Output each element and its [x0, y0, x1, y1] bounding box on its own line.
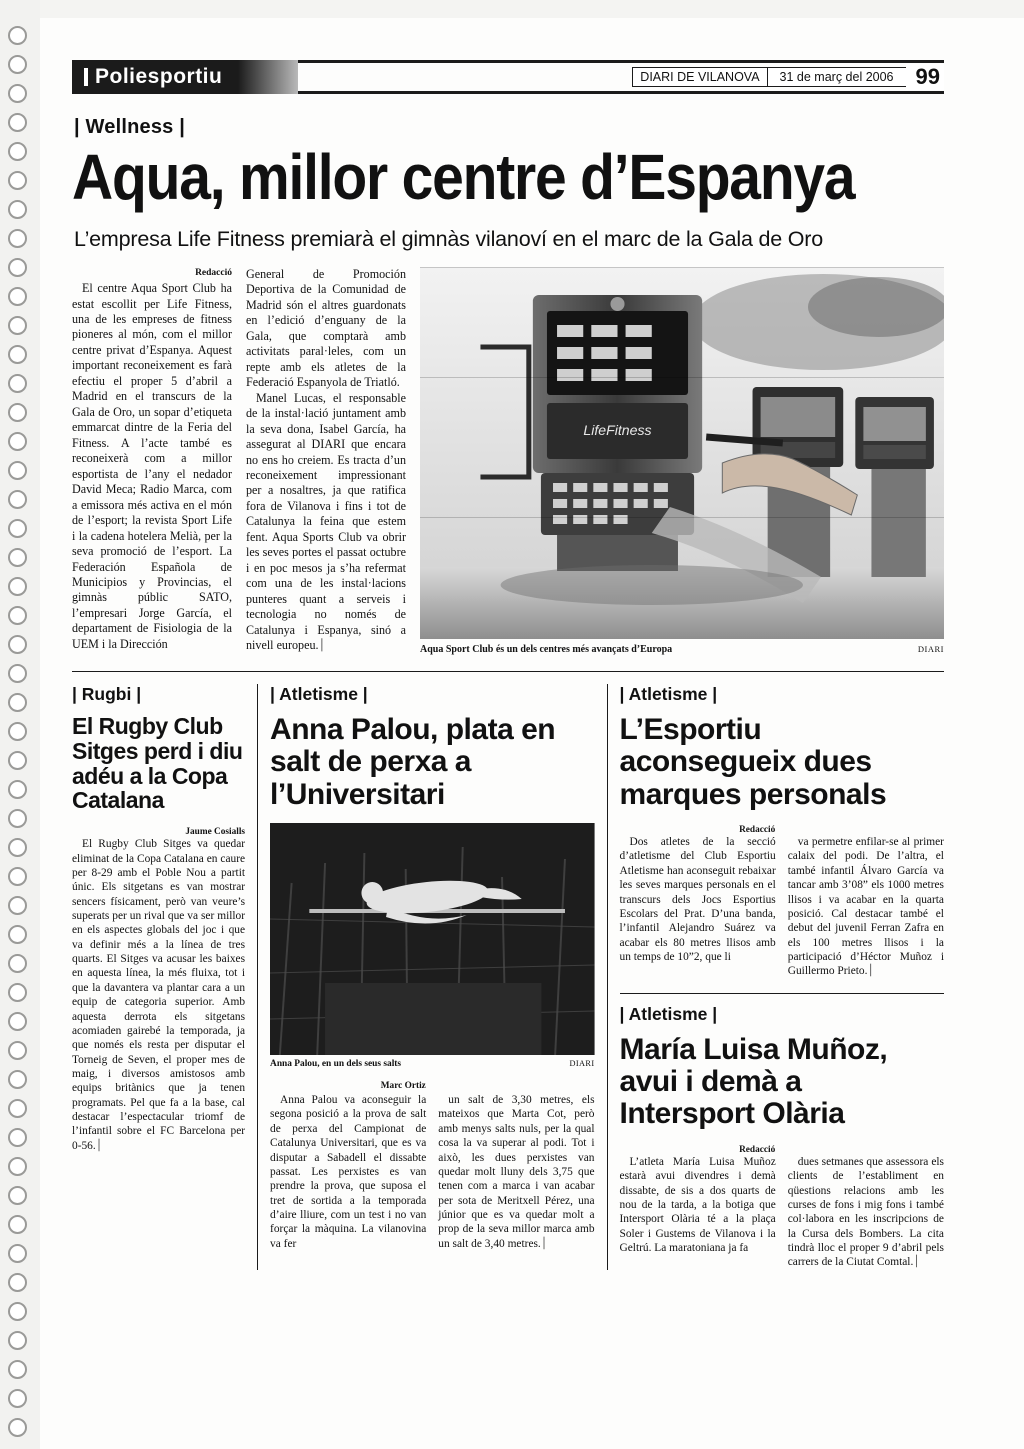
column-rule-2: [607, 684, 608, 1270]
article-atletisme-munoz: [620, 1004, 944, 1270]
munoz-headline: María Luisa Muñoz, avui i demà a Intersport Olària: [619, 1032, 888, 1131]
page-content: [72, 60, 944, 1270]
lead-text-1: El centre Aqua Sport Club ha estat escollit per Life Fitness, una de les empreses de fitness pioneres al món, com el millor centre privat d’Espanya. Aquest important reconeixement es farà efectiu el proper 5 d’abril a Madrid en el transcurs de la Gala de Oro, un sopar d’etiqueta emmarcat dintre de la Feria del Fitness. A l’acte també es reconeixerà com a millor esportista de l’any el nedador David Meca; Radio Marca, com a emissora més activa en el món de l’esport; la revista Sport Life i la cadena hotelera Melià, per la seva promoció de l’esport. La Federación Española de Municipios y Provincias, el gimnàs públic SATO, l’empresari Jorge García, el departament de Fisiologia de la UEM i la Dirección: [72, 281, 232, 651]
palou-credit: DIARI: [569, 1059, 595, 1069]
palou-caption: Anna Palou, en un dels seus salts: [270, 1059, 402, 1070]
masthead-info: [632, 60, 944, 94]
page-number: 99: [906, 64, 944, 90]
binding-hole: [8, 287, 27, 306]
lower-section: [72, 672, 944, 1270]
munoz-text-2: dues setmanes que assessora els clients de l’establiment en qüestions relacions amb les curses de fons i mig fons i també col·labora en les inscripcions de la Cursa dels Bombers. La cita tindrà lloc el proper 9 d’abril pels carrers de la Ciutat Comtal.⏐: [787, 1155, 944, 1269]
binding-hole: [8, 606, 27, 625]
rugbi-byline: Jaume Cosialls: [185, 827, 246, 838]
rugbi-body: [72, 837, 245, 1153]
palou-text-2: un salt de 3,30 metres, els mateixos que Marta Cot, però amb menys salts nuls, per la qual cosa la va superar al podi. Tot i això, les dues perxistes van quedar molt lluny dels 3,75 que tenen com a marca i van acabar per sota de Meritxell Pérez, una júnior que es va quedar molt a prop de la seva millor marca amb un salt de 3,40 metres.⏐: [438, 1094, 595, 1250]
lead-column-2: [246, 267, 406, 655]
lead-photo-block: [420, 267, 944, 655]
binding-hole: [8, 751, 27, 770]
binding-hole: [8, 461, 27, 480]
article-atletisme-esportiu: [620, 684, 944, 979]
binding-hole: [8, 229, 27, 248]
binding-hole: [8, 1273, 27, 1292]
binding-hole: [8, 1157, 27, 1176]
right-column: [620, 672, 944, 1270]
lead-photo: [420, 267, 944, 639]
lead-photo-caption: Aqua Sport Club és un dels centres més avançats d’Europa: [420, 643, 673, 655]
munoz-byline: Redacció: [739, 1144, 776, 1155]
palou-byline: Marc Ortiz: [380, 1081, 426, 1092]
lead-text-2a: General de Promoción Deportiva de la Comunidad de Madrid són el altres guardonats en l’edició d’enguany de la Gala, que comptarà amb activitats paral·leles, com un repte amb els atletes de la Federació Espanyola de Triatló.: [246, 266, 406, 390]
lead-text-2b: Manel Lucas, el responsable de la instal·lació juntament amb la seva dona, Isabel García, ha assegurat al DIARI que encara no ens ho creiem. Es tracta d’un reconeixement impressionant per a nosaltres, ja que ratifica fora de Vilanova i fins i tot de Catalunya la feina que estem fent. Aqua Sports Club va obrir les seves portes el passat octubre i en poc mesos ja s’ha refermat com una de les instal·lacions punteres quant a serveis i tecnologia no només de Catalunya i Espanya, sinó a nivell europeu.⏐: [246, 390, 406, 653]
binding-hole: [8, 490, 27, 509]
esportiu-body: [620, 835, 944, 979]
binding-hole: [8, 1099, 27, 1118]
lead-byline: Redacció: [195, 267, 232, 278]
paper-name: DIARI DE VILANOVA: [632, 67, 767, 87]
palou-body: [270, 1093, 594, 1251]
lead-headline: Aqua, millor centre d’Espanya: [72, 141, 855, 214]
binding-hole: [8, 258, 27, 277]
lead-kicker: | Wellness |: [74, 116, 186, 138]
binding-hole: [8, 84, 27, 103]
binding-hole: [8, 693, 27, 712]
binding-hole: [8, 345, 27, 364]
esportiu-text-2: va permetre enfilar-se al primer calaix del podi. De l’altra, el també infantil Álvaro García va tancar amb 3’08” els 1000 metres llisos i va acabar en la quarta posició. Cal destacar també el debut del juvenil Ferran Zafra en els 100 metres llisos i la participació d’Héctor Muñoz i Guillermo Prieto.⏐: [787, 836, 944, 978]
munoz-text-1: L’atleta María Luisa Muñoz estarà avui divendres i demà dissabte, de sis a dos quarts de nou de la tarda, a la botiga que Intersport Olària té a la plaça Soler i Gustems de Vilanova i la Geltrú. La maratoniana ja fa: [619, 1155, 776, 1255]
binding-hole: [8, 1418, 27, 1437]
munoz-kicker: | Atletisme |: [619, 1003, 718, 1024]
binding-hole: [8, 519, 27, 538]
issue-date: 31 de març del 2006: [768, 67, 906, 87]
binding-hole: [8, 867, 27, 886]
esportiu-headline: L’Esportiu aconsegueix dues marques personals: [619, 712, 887, 811]
binding-hole: [8, 548, 27, 567]
binding-hole: [8, 403, 27, 422]
binding-hole: [8, 113, 27, 132]
binding-hole: [8, 1360, 27, 1379]
binding-hole: [8, 55, 27, 74]
binding-hole: [8, 142, 27, 161]
palou-kicker: | Atletisme |: [270, 683, 368, 704]
right-column-divider: [620, 993, 944, 994]
section-bar-icon: [84, 68, 88, 86]
esportiu-byline: Redacció: [739, 825, 776, 836]
binding-hole: [8, 635, 27, 654]
binding-hole: [8, 200, 27, 219]
binding-hole: [8, 316, 27, 335]
article-rugbi: [72, 672, 245, 1270]
rugbi-text: El Rugby Club Sitges va quedar eliminat de la Copa Catalana en caure per 8-29 amb el Poble Nou a partit únic. Els sitgetans es van mostrar sencers físicament, però van veure’s superats per un rival que va ser millor en els aspectes globals del joc i que va definir més a la línea de tres quarts. El Sitges va acusar les baixes en aquesta línea, la més fluixa, tot i que la davantera va plantar cara a un equip de categoria superior. Amb aquesta derrota els sitgetans acomiaden gairebé la temporada, ja que només els resta per disputar el Torneig de Seven, el proper mes de maig, i diversos amistosos amb equips britànics que ja tenen programats. Pel que fa a la base, cal destacar l’espectacular triomf de l’infantil sobre el FC Barcelona per 0-56.⏐: [72, 838, 246, 1152]
gym-treadmill-photo-graphic: [420, 267, 944, 639]
scan-edge-top: [0, 0, 1024, 18]
binding-hole: [8, 954, 27, 973]
binding-hole: [8, 925, 27, 944]
palou-text-1: Anna Palou va aconseguir la segona posició a la prova de salt de perxa del Campionat de Catalunya Universitari, que es va disputar a Sabadell el dissabte passat. Les perxistes es van prendre la prova, que suposa el tret de sortida a la temporada d’aire lliure, com un test i no van forçar la màquina. La vilanovina va fer: [270, 1094, 427, 1250]
binding-hole: [8, 1302, 27, 1321]
palou-headline: Anna Palou, plata en salt de perxa a l’Universitari: [270, 712, 556, 811]
article-atletisme-palou: [270, 672, 594, 1270]
binding-hole: [8, 838, 27, 857]
section-tag: [72, 60, 238, 94]
palou-photo: [270, 823, 594, 1055]
lead-column-1: [72, 267, 232, 655]
lead-article: [72, 267, 944, 655]
binding-hole: [8, 664, 27, 683]
binding-hole: [8, 374, 27, 393]
binding-hole: [8, 780, 27, 799]
column-rule-1: [257, 684, 258, 1270]
binding-hole: [8, 1389, 27, 1408]
binding-hole: [8, 1070, 27, 1089]
masthead: [72, 60, 944, 94]
rugbi-headline: El Rugby Club Sitges perd i diu adéu a la Copa Catalana: [72, 712, 243, 814]
binding-hole: [8, 1186, 27, 1205]
binding-hole: [8, 577, 27, 596]
binding-hole: [8, 1012, 27, 1031]
esportiu-text-1: Dos atletes de la secció d’atletisme del Club Esportiu Atletisme han aconseguit rebaixar les seves marques personals en el transcurs dels Jocs Esportius Escolars del Prat. D’una banda, l’infantil Alejandro Suárez va acabar els 80 metres llisos amb un temps de 10”2, que li: [619, 836, 776, 963]
binding-hole: [8, 1041, 27, 1060]
binding-hole: [8, 26, 27, 45]
binding-hole: [8, 1215, 27, 1234]
svg-text:LifeFitness: LifeFitness: [583, 421, 652, 438]
binding-hole: [8, 896, 27, 915]
esportiu-kicker: | Atletisme |: [619, 683, 718, 704]
binding-hole: [8, 432, 27, 451]
binding-hole: [8, 809, 27, 828]
lead-subhead: L’empresa Life Fitness premiarà el gimnàs vilanoví en el marc de la Gala de Oro: [74, 227, 824, 252]
munoz-body: [620, 1155, 944, 1270]
binding-hole: [8, 983, 27, 1002]
rugbi-kicker: | Rugbi |: [72, 683, 142, 704]
lead-photo-caption-row: [420, 644, 944, 655]
pole-vault-photo-graphic: [270, 823, 594, 1055]
binding-hole: [8, 171, 27, 190]
binding-hole: [8, 1244, 27, 1263]
section-name: Poliesportiu: [95, 65, 223, 88]
palou-caption-row: [270, 1059, 594, 1069]
binding-hole: [8, 1128, 27, 1147]
section-tag-fade: [238, 60, 298, 94]
binding-hole: [8, 1331, 27, 1350]
lead-photo-credit: DIARI: [917, 643, 944, 654]
binding-hole: [8, 722, 27, 741]
